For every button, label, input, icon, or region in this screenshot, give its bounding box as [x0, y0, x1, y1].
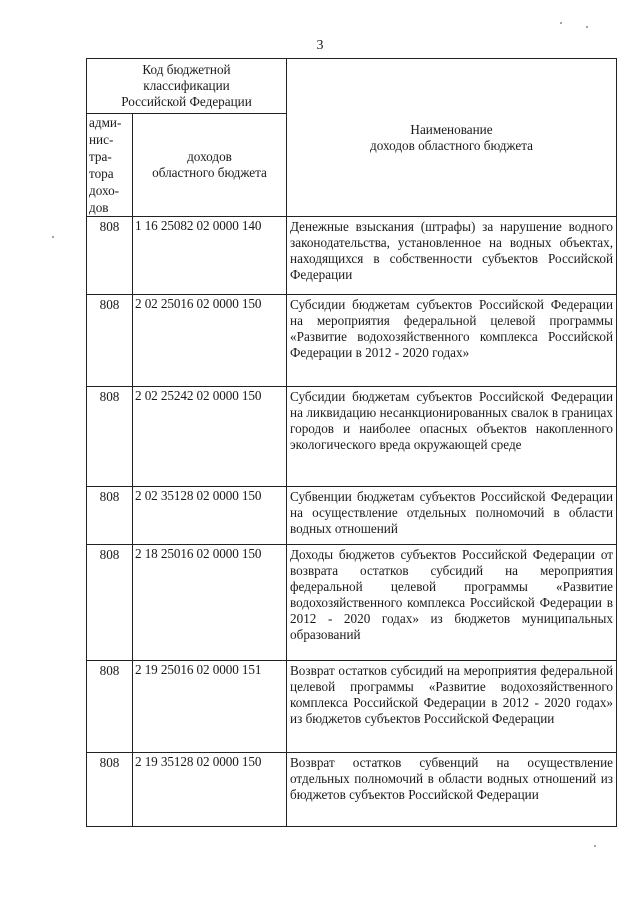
header-group-line: Российской Федерации	[121, 94, 252, 109]
revenue-name-cell: Денежные взыскания (штрафы) за нарушение водного законодательства, установленное на водных объектах, находящихся в собственности субъектов Российской Федерации	[287, 217, 617, 295]
revenue-name-cell: Субсидии бюджетам субъектов Российской Федерации на ликвидацию несанкционированных свалок в границах городов и наиболее опасных объектов накопленного экологического вреда окружающей среде	[287, 387, 617, 487]
header-administrator	[87, 114, 133, 217]
revenue-name-cell: Субвенции бюджетам субъектов Российской Федерации на осуществление отдельных полномочий в области водных отношений	[287, 487, 617, 545]
header-admin-line: тра-	[89, 149, 112, 164]
admin-code-cell: 808	[87, 387, 133, 487]
scan-speck	[594, 845, 596, 847]
admin-code-cell: 808	[87, 545, 133, 661]
header-budget-classification	[87, 59, 287, 114]
admin-code-cell: 808	[87, 295, 133, 387]
header-admin-line: нис-	[89, 132, 114, 147]
table-row	[87, 295, 617, 387]
budget-code-cell: 2 02 25242 02 0000 150	[133, 387, 287, 487]
table-row	[87, 487, 617, 545]
header-name-line: Наименование	[410, 121, 493, 137]
budget-code-cell: 2 19 35128 02 0000 150	[133, 753, 287, 827]
table-row	[87, 217, 617, 295]
budget-code-cell: 2 02 25016 02 0000 150	[133, 295, 287, 387]
revenue-name-cell: Субсидии бюджетам субъектов Российской Федерации на мероприятия федеральной целевой программы «Развитие водохозяйственного комплекса Российской Федерации в 2012 - 2020 годах»	[287, 295, 617, 387]
header-row-group	[87, 59, 617, 114]
header-name-line: доходов областного бюджета	[370, 137, 533, 153]
table-row	[87, 545, 617, 661]
header-revenue-code	[133, 114, 287, 217]
header-admin-line: адми-	[89, 115, 122, 130]
scan-speck	[52, 236, 54, 238]
budget-code-cell: 2 19 25016 02 0000 151	[133, 661, 287, 753]
header-group-line: Код бюджетной	[142, 62, 231, 77]
revenue-name-cell: Возврат остатков субвенций на осуществление отдельных полномочий в области водных отношений из бюджетов субъектов Российской Федерации	[287, 753, 617, 827]
admin-code-cell: 808	[87, 217, 133, 295]
scan-speck	[586, 26, 588, 28]
header-revenue-name	[287, 59, 617, 217]
budget-classification-table	[86, 58, 617, 827]
table-row	[87, 753, 617, 827]
header-admin-line: дохо-	[89, 183, 120, 198]
page-number: 3	[316, 38, 324, 53]
revenue-name-cell: Возврат остатков субсидий на мероприятия федеральной целевой программы «Развитие водохозяйственного комплекса Российской Федерации в 2012 - 2020 годах» из бюджетов субъектов Российской Федерации	[287, 661, 617, 753]
admin-code-cell: 808	[87, 487, 133, 545]
budget-code-cell: 2 18 25016 02 0000 150	[133, 545, 287, 661]
budget-code-cell: 2 02 35128 02 0000 150	[133, 487, 287, 545]
budget-code-cell: 1 16 25082 02 0000 140	[133, 217, 287, 295]
header-group-line: классификации	[143, 78, 230, 93]
header-code-line: областного бюджета	[152, 165, 267, 180]
header-admin-line: дов	[89, 200, 109, 215]
table-row	[87, 661, 617, 753]
table-row	[87, 387, 617, 487]
admin-code-cell: 808	[87, 661, 133, 753]
header-admin-line: тора	[89, 166, 114, 181]
revenue-name-cell: Доходы бюджетов субъектов Российской Федерации от возврата остатков субсидий на мероприятия федеральной целевой программы «Развитие водохозяйственного комплекса Российской Федерации в 2012 - 2020 годах» из бюджетов муниципальных образований	[287, 545, 617, 661]
scan-speck	[560, 22, 562, 24]
header-code-line: доходов	[187, 149, 232, 164]
admin-code-cell: 808	[87, 753, 133, 827]
